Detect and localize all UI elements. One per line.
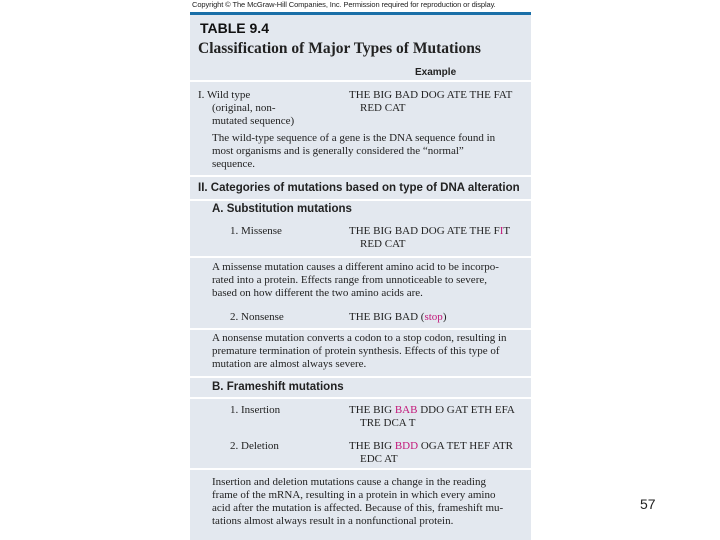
divider: [190, 328, 531, 330]
deletion-site: BDD: [394, 440, 419, 452]
substitution-header: A. Substitution mutations: [212, 203, 352, 215]
description-line: sequence.: [212, 158, 256, 170]
example-text: THE BIG BAD (: [349, 311, 425, 323]
wild-type-label: [198, 89, 294, 128]
example-text: THE BIG: [349, 404, 395, 416]
example-line: RED CAT: [360, 238, 406, 250]
wild-type-label-line: I. Wild type: [198, 89, 251, 101]
example-text: ): [442, 311, 447, 323]
example-line: RED CAT: [360, 102, 406, 114]
divider: [190, 397, 531, 399]
description-line: acid after the mutation is affected. Because of this, frameshift mu-: [212, 502, 504, 514]
description-line: Insertion and deletion mutations cause a change in the reading: [212, 476, 486, 488]
wild-type-example: [349, 89, 512, 115]
example-line: EDC AT: [360, 453, 398, 465]
deletion-example-line1: [349, 440, 513, 453]
example-text: THE BIG BAD DOG ATE THE F: [349, 225, 500, 237]
divider: [190, 175, 531, 177]
description-line: frame of the mRNA, resulting in a protein in which every amino: [212, 489, 496, 501]
section-ii-header: II. Categories of mutations based on type of DNA alteration: [198, 182, 520, 194]
wild-type-label-line: mutated sequence): [212, 115, 295, 127]
description-line: most organisms and is generally considered the “normal”: [212, 145, 464, 157]
inserted-bases: BAB: [394, 404, 418, 416]
table-number: TABLE 9.4: [200, 20, 269, 36]
example-line: THE BIG BAD DOG ATE THE FAT: [349, 89, 513, 101]
missense-label: 1. Missense: [230, 225, 282, 237]
nonsense-description: [212, 332, 507, 371]
missense-example-line1: [349, 225, 510, 238]
description-line: premature termination of protein synthesis. Effects of this type of: [212, 345, 500, 357]
divider: [190, 376, 531, 378]
insertion-label: 1. Insertion: [230, 404, 281, 416]
description-line: The wild-type sequence of a gene is the DNA sequence found in: [212, 132, 496, 144]
nonsense-example: [349, 311, 446, 324]
frameshift-header: B. Frameshift mutations: [212, 381, 344, 393]
description-line: rated into a protein. Effects range from unnoticeable to severe,: [212, 274, 487, 286]
stop-codon: stop: [424, 311, 443, 323]
insertion-example-line1: [349, 404, 515, 417]
divider: [190, 199, 531, 201]
example-text: THE BIG: [349, 440, 395, 452]
wild-type-description: [212, 132, 495, 171]
mutation-table: [190, 12, 531, 540]
example-line: TRE DCA T: [360, 417, 416, 429]
mutated-base: I: [499, 225, 504, 237]
page-number: 57: [640, 496, 656, 512]
description-line: based on how different the two amino acids are.: [212, 287, 423, 299]
divider: [190, 468, 531, 470]
frameshift-description: [212, 476, 503, 528]
insertion-example: [349, 404, 515, 430]
wild-type-label-line: (original, non-: [212, 102, 276, 114]
description-line: mutation are almost always severe.: [212, 358, 367, 370]
example-column-header: Example: [415, 67, 457, 78]
divider: [190, 256, 531, 258]
example-text: DDO GAT ETH EFA: [417, 404, 515, 416]
table-top-rule: [190, 12, 531, 15]
example-text: T: [503, 225, 511, 237]
missense-example: [349, 225, 510, 251]
description-line: tations almost always result in a nonfunctional protein.: [212, 515, 454, 527]
copyright-notice: Copyright © The McGraw-Hill Companies, Inc. Permission required for reproduction or display.: [192, 0, 496, 9]
description-line: A missense mutation causes a different amino acid to be incorpo-: [212, 261, 499, 273]
missense-description: [212, 261, 499, 300]
description-line: A nonsense mutation converts a codon to a stop codon, resulting in: [212, 332, 507, 344]
deletion-label: 2. Deletion: [230, 440, 279, 452]
nonsense-label: 2. Nonsense: [230, 311, 284, 323]
table-title: Classification of Major Types of Mutations: [198, 40, 481, 57]
example-text: OGA TET HEF ATR: [418, 440, 514, 452]
deletion-example: [349, 440, 513, 466]
divider: [190, 80, 531, 82]
